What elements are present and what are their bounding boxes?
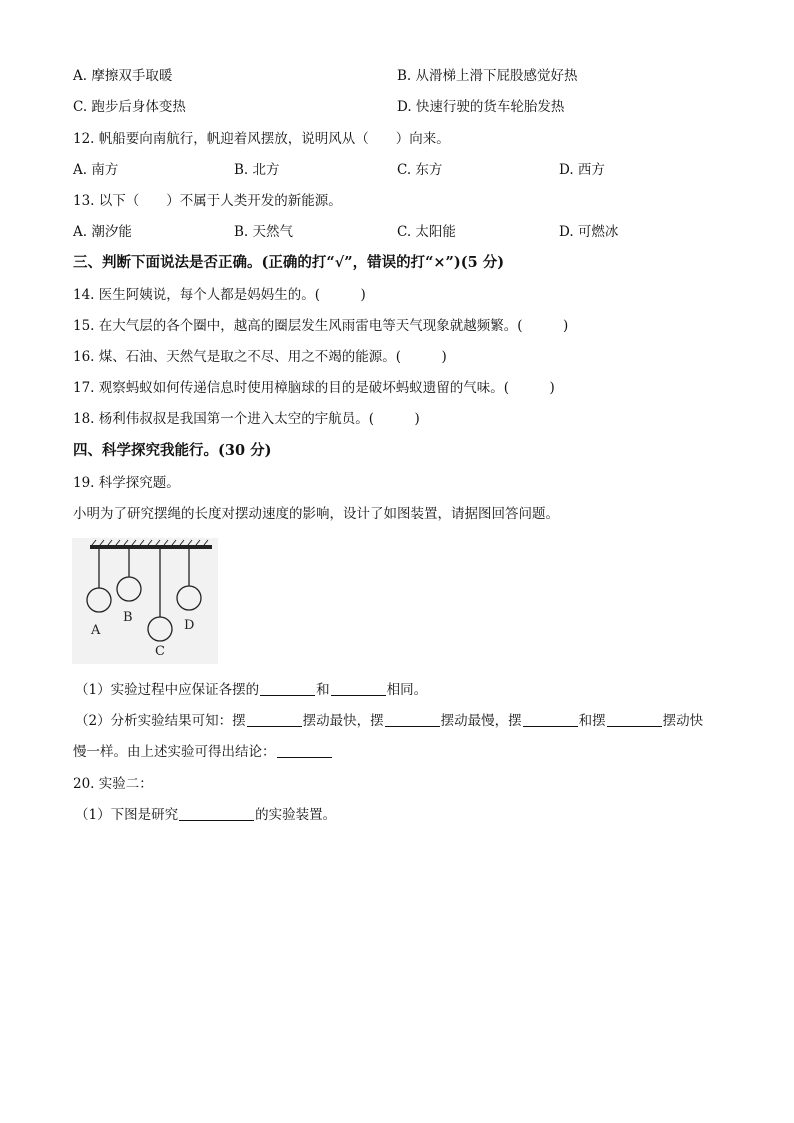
q19-sub1-suffix: 相同。 (386, 682, 428, 698)
q12-option-d: D. 西方 (559, 162, 605, 178)
q12-option-a: A. 南方 (73, 162, 119, 178)
judge-item-15: 15. 在大气层的各个圈中，越高的圈层发生风雨雷电等天气现象就越频繁。( ) (73, 318, 569, 334)
q13-option-c: C. 太阳能 (397, 224, 456, 240)
pendulum-label-a: A (91, 623, 101, 638)
judge-item-18: 18. 杨利伟叔叔是我国第一个进入太空的宇航员。( ) (73, 411, 420, 427)
pendulum-label-d: D (184, 618, 195, 633)
q19-label: 19. 科学探究题。 (73, 475, 180, 491)
q11-option-b: B. 从滑梯上滑下屁股感觉好热 (397, 68, 578, 84)
q11-option-d: D. 快速行驶的货车轮胎发热 (397, 99, 565, 115)
q19-sub2-blank-conclusion[interactable] (277, 743, 332, 758)
q19-sub2-blank-same-2[interactable] (607, 712, 662, 727)
q11-option-c: C. 跑步后身体变热 (73, 99, 186, 115)
q19-sub2-part4: 和摆 (578, 713, 606, 729)
q19-sub2-conclusion-text: 慢一样。由上述实验可得出结论： (73, 744, 276, 760)
section4-title: 四、科学探究我能行。(30 分) (73, 442, 272, 459)
pendulum-bob-c (148, 617, 172, 641)
q19-sub1-prefix: （1）实验过程中应保证各摆的 (75, 682, 260, 698)
ceiling-bar (90, 540, 212, 549)
judge-item-16: 16. 煤、石油、天然气是取之不尽、用之不竭的能源。( ) (73, 349, 447, 365)
q20-sub1 (75, 805, 336, 825)
q13-option-b: B. 天然气 (234, 224, 294, 240)
pendulum-label-c: C (155, 644, 165, 659)
q19-sub1-mid: 和 (316, 682, 330, 698)
q19-sub2-line2 (73, 742, 333, 762)
q20-sub1-suffix: 的实验装置。 (255, 807, 337, 823)
pendulum-figure (72, 538, 218, 664)
q19-sub2-part5: 摆动快 (662, 713, 704, 729)
judge-item-17: 17. 观察蚂蚁如何传递信息时使用樟脑球的目的是破坏蚂蚁遗留的气味。( ) (73, 380, 555, 396)
q13-option-d: D. 可燃冰 (559, 224, 619, 240)
q12-stem: 12. 帆船要向南航行，帆迎着风摆放，说明风从（ ）向来。 (73, 131, 450, 147)
q19-sub2-blank-same-1[interactable] (523, 712, 578, 727)
q19-intro: 小明为了研究摆绳的长度对摆动速度的影响，设计了如图装置，请据图回答问题。 (73, 506, 559, 522)
q19-sub2-part3: 摆动最慢，摆 (440, 713, 522, 729)
pendulum-label-b: B (123, 610, 133, 625)
q19-sub1-blank-2[interactable] (331, 681, 386, 696)
q20-label: 20. 实验二： (73, 776, 153, 792)
q19-sub2-line1 (75, 711, 703, 731)
q19-sub1 (75, 680, 427, 700)
pendulum-bob-d (177, 586, 201, 610)
q12-option-c: C. 东方 (397, 162, 443, 178)
q19-sub2-part2: 摆动最快，摆 (302, 713, 384, 729)
q20-sub1-prefix: （1）下图是研究 (75, 807, 179, 823)
section3-title: 三、判断下面说法是否正确。(正确的打“√”，错误的打“×”)(5 分) (73, 254, 505, 271)
q19-sub1-blank-1[interactable] (260, 681, 315, 696)
pendulum-bob-b (117, 577, 141, 601)
q13-stem: 13. 以下（ ）不属于人类开发的新能源。 (73, 193, 342, 209)
q11-option-a: A. 摩擦双手取暖 (73, 68, 173, 84)
q19-sub2-blank-fastest[interactable] (247, 712, 302, 727)
q13-option-a: A. 潮汐能 (73, 224, 132, 240)
pendulum-bob-a (87, 588, 111, 612)
q19-sub2-blank-slowest[interactable] (385, 712, 440, 727)
judge-item-14: 14. 医生阿姨说，每个人都是妈妈生的。( ) (73, 287, 366, 303)
q19-sub2-part1: （2）分析实验结果可知：摆 (75, 713, 246, 729)
q12-option-b: B. 北方 (234, 162, 280, 178)
q20-sub1-blank[interactable] (179, 806, 254, 821)
